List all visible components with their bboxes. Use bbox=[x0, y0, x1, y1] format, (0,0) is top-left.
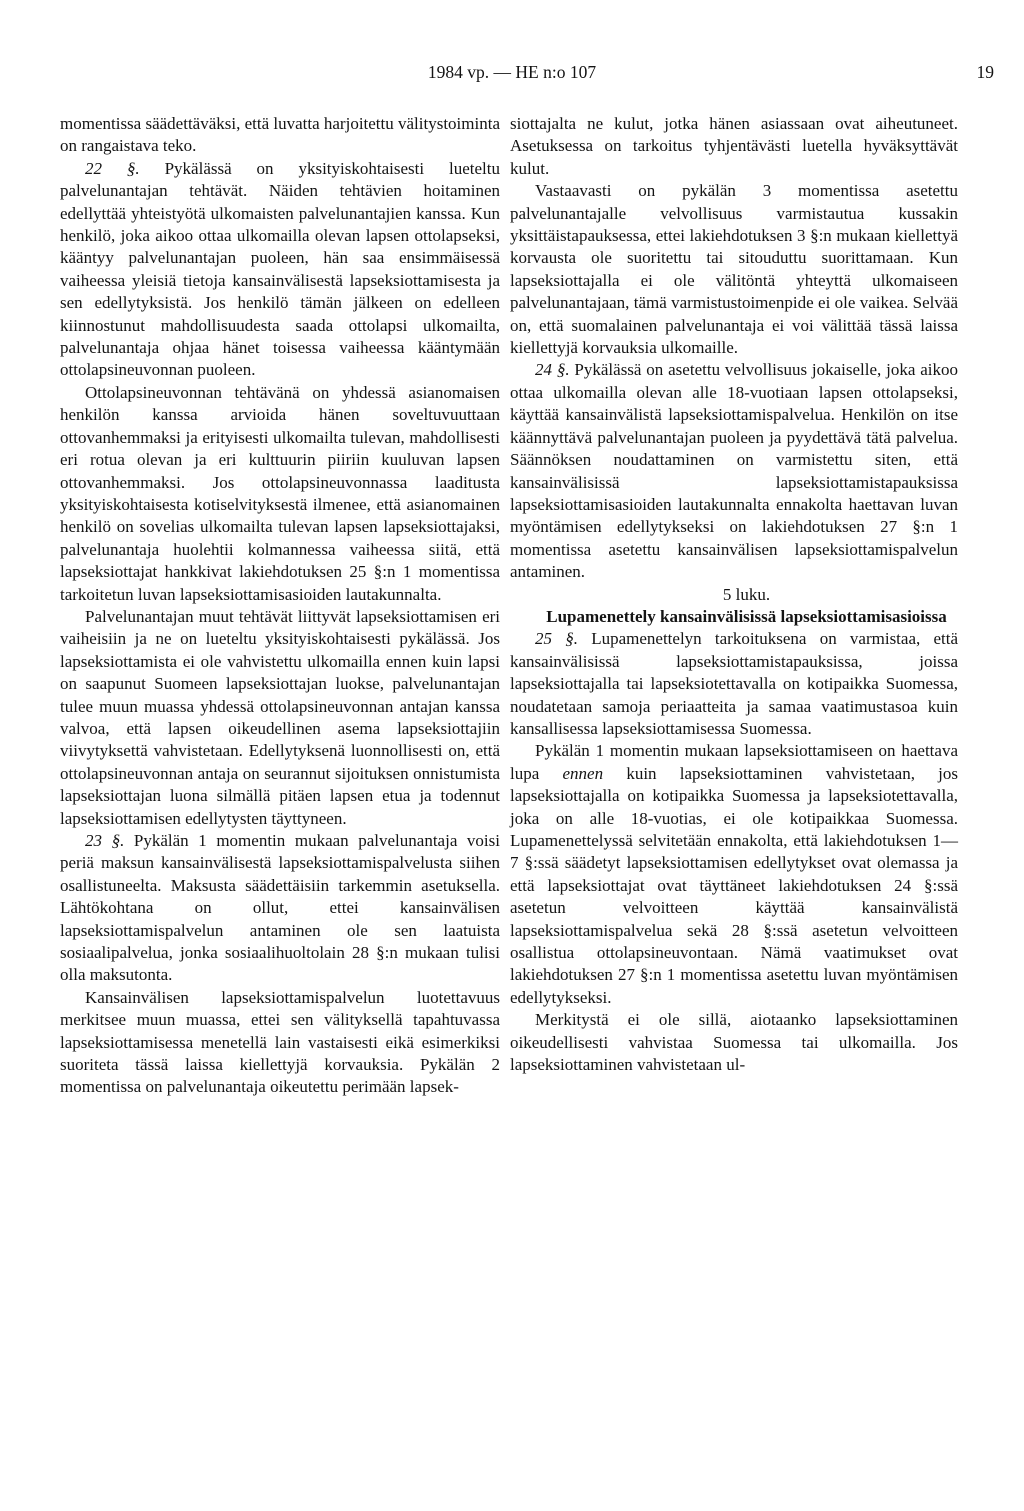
chapter-number: 5 luku. bbox=[722, 584, 771, 604]
chapter-title: Lupamenettely kansainvälisissä lapseksiottamisasioissa bbox=[546, 606, 947, 626]
paragraph: Vastaavasti on pykälän 3 momentissa asetettu palvelunantajalle velvollisuus varmistautua kussakin yksittäistapauksessa, ettei lakiehdotuksen 3 §:n mukaan kiellettyä korvausta ole suoritettu tai sitouduttu suorittamaan. Kun lapseksiottajalla ei ole välitöntä yhteyttä ulkomaiseen palvelunantajaan, tämä varmistustoimenpide ei ole vaikea. Selvää on, että suomalainen palvelunantaja ei voi välittää tässä laissa kiellettyjä korvauksia ulkomaille. bbox=[510, 181, 958, 358]
section-marker: 22 §. bbox=[85, 158, 140, 178]
paragraph-section-23 bbox=[60, 830, 500, 987]
paragraph-text: Pykälän 1 momentin mukaan lapseksiottamiseen on haettava lupa bbox=[510, 741, 958, 783]
page-number: 19 bbox=[976, 62, 994, 82]
paragraph: momentissa säädettäväksi, että luvatta harjoitettu välitystoiminta on rangaistava teko. bbox=[60, 114, 500, 156]
section-marker: 24 §. bbox=[535, 360, 570, 380]
running-title: 1984 vp. — HE n:o 107 bbox=[427, 62, 597, 82]
paragraph-text: Pykälässä on asetettu velvollisuus jokaiselle, joka aikoo ottaa ulkomailla olevan alle 18-vuotiaan lapsen ottolapseksi, käyttää kansainvälistä lapseksiottamispalvelua. Henkilön on itse käännyttävä palvelunantajan puoleen ja pyydettävä tätä palvelua. Säännöksen noudattaminen on varmistettu siten, että kansainvälisissä lapseksiottamistapauksissa lapseksiottamisasioiden lautakunnalta ennakolta haettavan luvan myöntämisen edellytykseksi on lakiehdotuksen 27 §:n 1 momentissa asetettu kansainvälisen lapseksiottamispalvelun antaminen. bbox=[510, 360, 958, 582]
section-marker: 23 §. bbox=[85, 831, 125, 850]
paragraph-text: Lupamenettelyn tarkoituksena on varmistaa, että kansainvälisissä lapseksiottamistapauksissa, joissa lapseksiottajalla tai lapseksiotettavalla on kotipaikka Suomessa, noudatetaan samoja periaatteita ja samaa vaatimustasoa kuin kansallisessa lapseksiottamisessa Suomessa. bbox=[510, 629, 959, 738]
paragraph: Merkitystä ei ole sillä, aiotaanko lapseksiottaminen oikeudellisesti vahvistaa Suomessa tai ulkomailla. Jos lapseksiottaminen vahvistetaan ul- bbox=[510, 1010, 958, 1075]
paragraph bbox=[510, 740, 958, 1009]
paragraph-section-24 bbox=[510, 359, 958, 583]
left-column bbox=[60, 113, 500, 1099]
emphasis-text: ennen bbox=[562, 763, 604, 783]
paragraph-text: Pykälässä on yksityiskohtaisesti lueteltu palvelunantajan tehtävät. Näiden tehtävien hoitaminen edellyttää yhteistyötä ulkomaisten palvelunantajien kanssa. Kun henkilö, joka aikoo ottaa ulkomailla olevan lapsen ottolapseksi, kääntyy palvelunantajan puoleen, hän saa ensimmäisessä vaiheessa yleisiä tietoja kansainvälisestä lapseksiottamisesta ja sen edellytyksistä. Jos henkilö tämän jälkeen on edelleen kiinnostunut mahdollisuudesta saada ottolapsi ulkomailta, palvelunantaja ohjaa hänet toisessa vaiheessa kääntymään ottolapsineuvonnan puoleen. bbox=[60, 158, 500, 380]
paragraph: Ottolapsineuvonnan tehtävänä on yhdessä asianomaisen henkilön kanssa arvioida hänen soveltuvuuttaan ottovanhemmaksi ja erityisesti ulkomailta tulevan, mahdollisesti eri rotua olevan ja eri kulttuurin piiriin kuuluvan lapsen ottovanhemmaksi. Jos ottolapsineuvonnassa laaditusta yksityiskohtaisesta kotiselvityksestä ilmenee, että asianomainen henkilö on sovelias ulkomailta tulevan lapsen lapseksiottajaksi, palvelunantaja huolehtii kolmannessa vaiheessa siitä, että lapseksiottajat hankkivat lakiehdotuksen 25 §:n 1 momentissa tarkoitetun luvan lapseksiottamisasioiden lautakunnalta. bbox=[60, 382, 500, 604]
paragraph: siottajalta ne kulut, jotka hänen asiassaan ovat aiheutuneet. Asetuksessa on tarkoitus tyhjentävästi luetella hyväksyttävät kulut. bbox=[510, 114, 958, 178]
paragraph-section-25 bbox=[510, 628, 958, 740]
paragraph-text: Pykälän 1 momentin mukaan palvelunantaja voisi periä maksun kansainvälisestä lapseksiottamispalvelusta siihen osallistuneelta. Maksusta säädettäisiin tarkemmin asetuksella. Lähtökohtana on ollut, ettei kansainvälisen lapseksiottamispalvelun antaminen ole sen laatuista sosiaalipalvelua, jonka sosiaalihuoltolain 28 §:n mukaan tulisi olla maksutonta. bbox=[60, 831, 500, 985]
paragraph-section-22 bbox=[60, 158, 500, 382]
page-header bbox=[0, 62, 1024, 86]
right-column bbox=[510, 113, 958, 1076]
paragraph-text: kuin lapseksiottaminen vahvistetaan, jos lapseksiottajalla on kotipaikka Suomessa ja lapseksiotettavalla, joka on alle 18-vuotias, ei ole kotipaikkaa Suomessa. Lupamenettelyssä selvitetään ennakolta, että lakiehdotuksen 1—7 §:ssä säädetyt lapseksiottamisen edellytykset ovat olemassa ja että lapseksiottajat ovat täyttäneet lakiehdotuksen 24 §:ssä asetetun velvoitteen käyttää kansainvälistä lapseksiottamispalvelua sekä 28 §:ssä asetetun velvoitteen osallistua ottolapsineuvontaan. Nämä vaatimukset ovat lakiehdotuksen 27 §:n 1 momentissa asetettu luvan myöntämisen edellytykseksi. bbox=[510, 763, 958, 1007]
section-marker: 25 §. bbox=[535, 629, 578, 649]
paragraph: Kansainvälisen lapseksiottamispalvelun luotettavuus merkitsee muun muassa, ettei sen välityksellä tapahtuvassa lapseksiottamisessa menetellä lain vastaisesti eikä esimerkiksi suoriteta tässä laissa kiellettyjä korvauksia. Pykälän 2 momentissa on palvelunantaja oikeutettu perimään lapsek- bbox=[60, 987, 500, 1097]
paragraph: Palvelunantajan muut tehtävät liittyvät lapseksiottamisen eri vaiheisiin ja ne on lueteltu yksityiskohtaisesti pykälässä. Jos lapseksiottamista ei ole vahvistettu ulkomailla ennen kuin lapsi on saapunut Suomeen lapseksiottajan luokse, palvelunantajan tulee muun muassa yhdessä ottolapsineuvonnan antajan kanssa valvoa, että lapsen oikeudellinen asema lapseksiottajiin viivytyksettä vahvistetaan. Edellytyksenä luonnollisesti on, että ottolapsineuvonnan antaja on seurannut sijoituksen onnistumista lapseksiottajan luona silmällä pitäen lapsen etua ja todennut lapseksiottamisen edellytysten täyttyneen. bbox=[60, 606, 500, 828]
